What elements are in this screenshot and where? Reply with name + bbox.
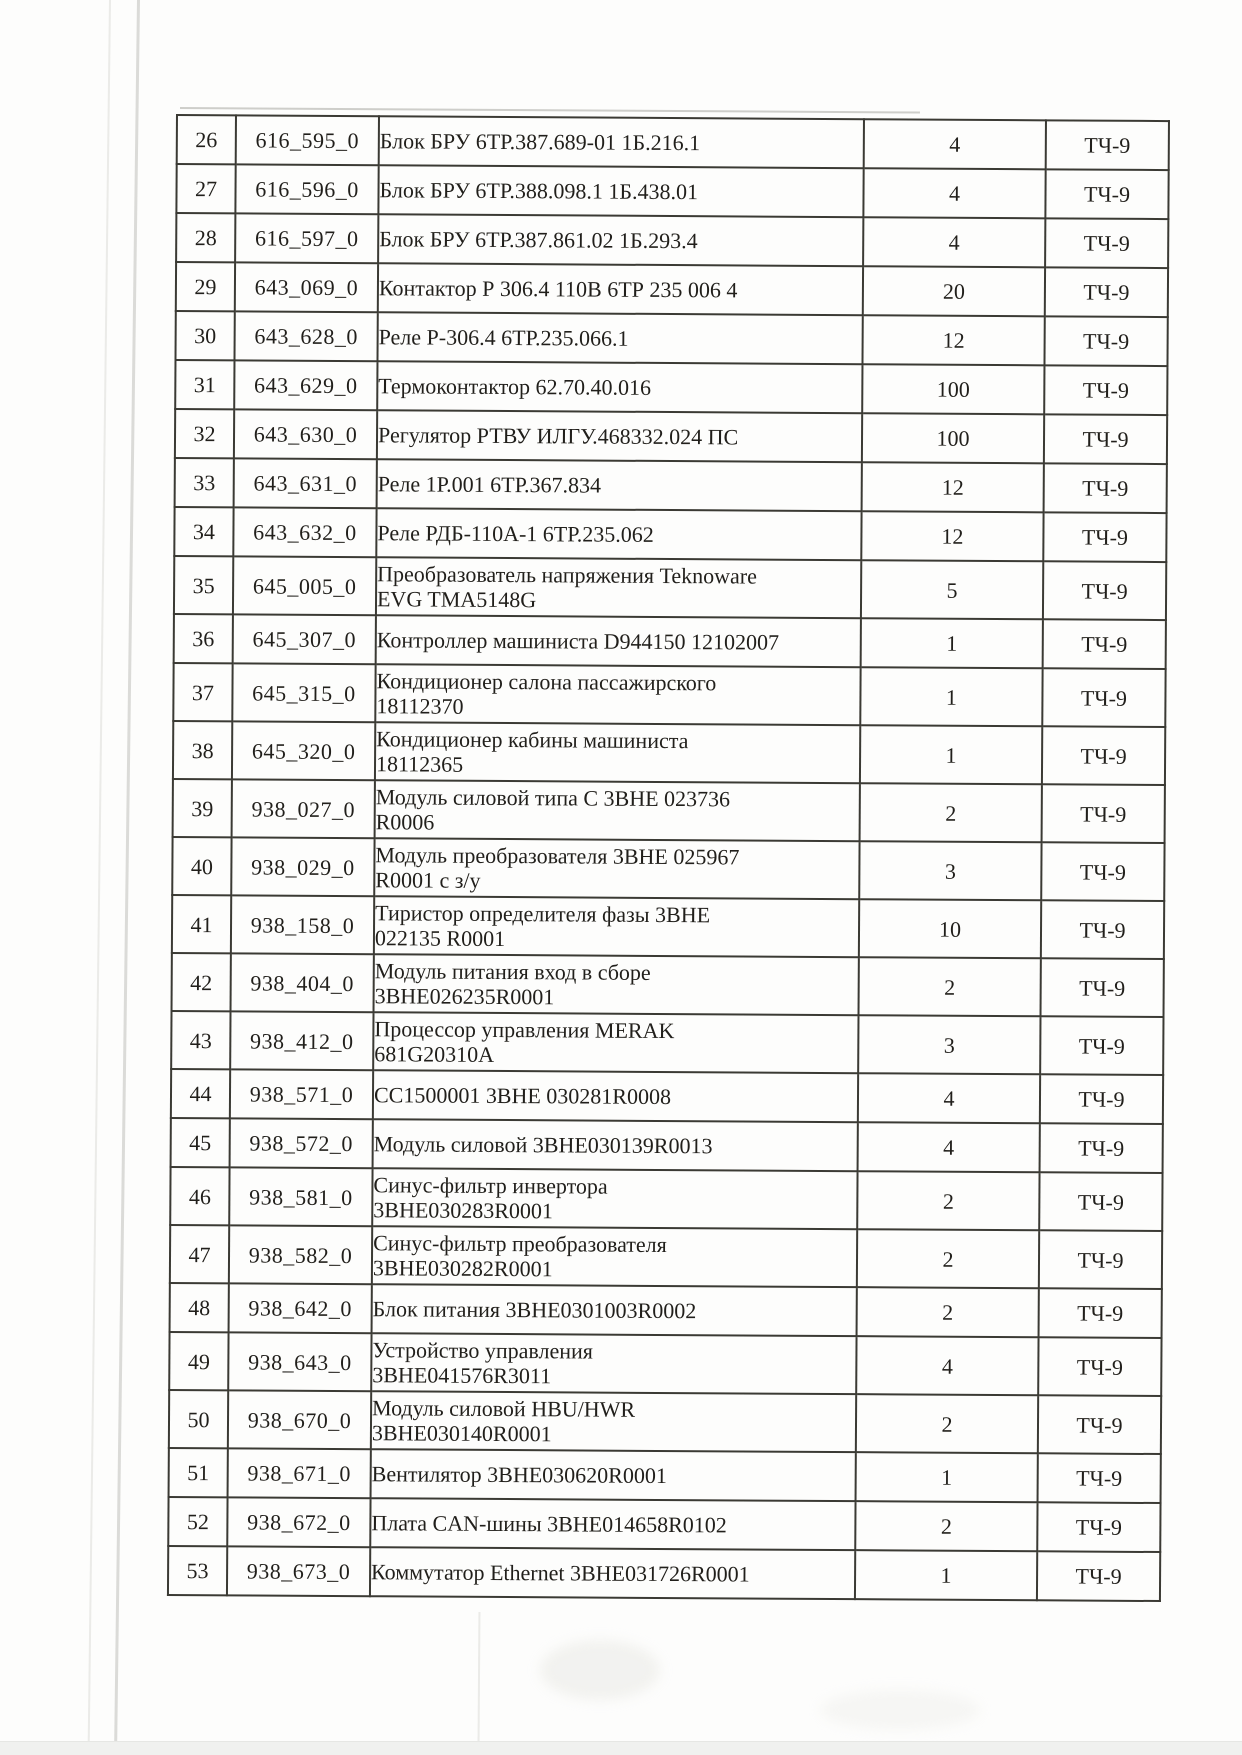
table-row: [174, 507, 1166, 562]
part-quantity-cell: 1: [861, 618, 1043, 668]
table-row: [169, 1448, 1161, 1503]
part-description-cell: CC1500001 3BHE 030281R0008: [373, 1070, 858, 1122]
table-row: [173, 663, 1165, 727]
part-location-cell: ТЧ-9: [1039, 1288, 1162, 1338]
row-number-cell: 26: [177, 115, 236, 164]
part-location-cell: ТЧ-9: [1040, 1123, 1163, 1173]
part-location-cell: ТЧ-9: [1037, 1502, 1160, 1552]
part-code-cell: 616_597_0: [235, 213, 378, 263]
table-row: [176, 164, 1168, 219]
part-code-cell: 938_029_0: [231, 837, 374, 896]
table-row: [176, 213, 1168, 268]
part-description-cell: Синус-фильтр преобразователя 3BHE030282R0001: [372, 1226, 857, 1287]
part-quantity-cell: 5: [861, 560, 1043, 619]
table-row: [177, 115, 1169, 170]
row-number-cell: 30: [175, 311, 234, 360]
part-code-cell: 938_642_0: [229, 1283, 372, 1333]
part-quantity-cell: 4: [858, 1073, 1040, 1123]
table-row: [170, 1283, 1162, 1338]
part-quantity-cell: 12: [862, 462, 1044, 512]
part-description-cell: Коммутатор Ethernet 3BHE031726R0001: [370, 1547, 855, 1599]
part-description-cell: Термоконтактор 62.70.40.016: [377, 361, 862, 413]
part-description-cell: Блок БРУ 6ТР.387.861.02 1Б.293.4: [378, 214, 863, 266]
part-description-cell: Контроллер машиниста D944150 12102007: [376, 615, 861, 667]
part-description-cell: Плата CAN-шины 3BHE014658R0102: [370, 1498, 855, 1550]
part-quantity-cell: 3: [858, 1015, 1040, 1074]
part-location-cell: ТЧ-9: [1042, 784, 1165, 843]
scan-edge-band: [0, 1741, 1242, 1755]
part-quantity-cell: 2: [859, 957, 1041, 1016]
row-number-cell: 52: [168, 1497, 227, 1546]
part-location-cell: ТЧ-9: [1041, 842, 1164, 901]
row-number-cell: 29: [176, 262, 235, 311]
part-location-cell: ТЧ-9: [1043, 561, 1166, 620]
part-description-cell: Вентилятор 3BHE030620R0001: [371, 1449, 856, 1501]
row-number-cell: 28: [176, 213, 235, 262]
part-code-cell: 643_629_0: [234, 360, 377, 410]
part-code-cell: 616_595_0: [236, 115, 379, 165]
table-row: [171, 1118, 1163, 1173]
row-number-cell: 41: [172, 895, 231, 953]
scan-fold-line: [88, 0, 111, 1744]
part-code-cell: 643_632_0: [233, 507, 376, 557]
part-code-cell: 938_404_0: [231, 953, 374, 1012]
part-description-cell: Блок питания 3BHE0301003R0002: [372, 1284, 857, 1336]
row-number-cell: 27: [176, 164, 235, 213]
part-code-cell: 643_630_0: [234, 409, 377, 459]
parts-table: [167, 114, 1170, 1602]
table-row: [174, 556, 1166, 620]
part-code-cell: 938_158_0: [231, 895, 374, 954]
part-quantity-cell: 1: [856, 1452, 1038, 1502]
scan-fold-line: [114, 0, 140, 1744]
table-row: [169, 1390, 1161, 1454]
part-description-cell: Кондиционер салона пассажирского 18112370: [375, 664, 860, 725]
row-number-cell: 45: [171, 1118, 230, 1167]
part-location-cell: ТЧ-9: [1039, 1172, 1162, 1231]
part-code-cell: 643_628_0: [234, 311, 377, 361]
part-description-cell: Процессор управления MERAK 681G20310A: [373, 1012, 858, 1073]
part-description-cell: Модуль силовой типа С 3BHE 023736 R0006: [375, 780, 860, 841]
part-quantity-cell: 1: [855, 1550, 1037, 1600]
row-number-cell: 38: [173, 721, 232, 779]
table-row: [175, 311, 1167, 366]
row-number-cell: 32: [175, 409, 234, 458]
row-number-cell: 44: [171, 1069, 230, 1118]
row-number-cell: 46: [170, 1167, 229, 1225]
table-row: [169, 1332, 1161, 1396]
table-row: [172, 953, 1164, 1017]
part-code-cell: 938_572_0: [230, 1118, 373, 1168]
row-number-cell: 36: [174, 614, 233, 663]
part-quantity-cell: 12: [861, 511, 1043, 561]
table-row: [175, 409, 1167, 464]
part-description-cell: Модуль питания вход в сборе 3BHE026235R0001: [374, 954, 859, 1015]
table-row: [171, 1069, 1163, 1124]
part-code-cell: 938_672_0: [227, 1497, 370, 1547]
row-number-cell: 49: [169, 1332, 228, 1390]
part-location-cell: ТЧ-9: [1044, 463, 1167, 513]
part-description-cell: Модуль силовой 3BHE030139R0013: [373, 1119, 858, 1171]
part-code-cell: 645_315_0: [232, 663, 375, 722]
part-quantity-cell: 2: [860, 783, 1042, 842]
part-quantity-cell: 2: [857, 1171, 1039, 1230]
part-location-cell: ТЧ-9: [1042, 726, 1165, 785]
part-quantity-cell: 4: [863, 217, 1045, 267]
part-code-cell: 938_670_0: [228, 1390, 371, 1449]
part-location-cell: ТЧ-9: [1040, 1016, 1163, 1075]
table-row: [171, 1011, 1163, 1075]
row-number-cell: 40: [172, 837, 231, 895]
part-quantity-cell: 1: [860, 725, 1042, 784]
table-row: [176, 262, 1168, 317]
part-location-cell: ТЧ-9: [1043, 619, 1166, 669]
row-number-cell: 48: [170, 1283, 229, 1332]
row-number-cell: 37: [173, 663, 232, 721]
row-number-cell: 43: [171, 1011, 230, 1069]
part-location-cell: ТЧ-9: [1044, 365, 1167, 415]
part-code-cell: 938_412_0: [230, 1011, 373, 1070]
part-description-cell: Реле РДБ-110А-1 6ТР.235.062: [376, 508, 861, 560]
part-location-cell: ТЧ-9: [1045, 267, 1168, 317]
part-quantity-cell: 2: [856, 1394, 1038, 1453]
table-row: [174, 614, 1166, 669]
part-location-cell: ТЧ-9: [1041, 900, 1164, 959]
part-code-cell: 938_581_0: [229, 1167, 372, 1226]
part-quantity-cell: 2: [855, 1501, 1037, 1551]
part-location-cell: ТЧ-9: [1038, 1337, 1161, 1396]
part-description-cell: Блок БРУ 6ТР.387.689-01 1Б.216.1: [379, 116, 864, 168]
row-number-cell: 35: [174, 556, 233, 614]
table-row: [170, 1225, 1162, 1289]
table-row: [175, 458, 1167, 513]
part-description-cell: Реле 1Р.001 6ТР.367.834: [377, 459, 862, 511]
part-quantity-cell: 100: [862, 413, 1044, 463]
part-location-cell: ТЧ-9: [1041, 958, 1164, 1017]
part-location-cell: ТЧ-9: [1040, 1074, 1163, 1124]
scan-smudge: [540, 1640, 660, 1700]
part-quantity-cell: 4: [864, 119, 1046, 169]
part-description-cell: Контактор Р 306.4 110В 6ТР 235 006 4: [378, 263, 863, 315]
part-location-cell: ТЧ-9: [1037, 1551, 1160, 1601]
part-quantity-cell: 100: [862, 364, 1044, 414]
part-quantity-cell: 4: [863, 168, 1045, 218]
part-code-cell: 643_069_0: [235, 262, 378, 312]
part-quantity-cell: 1: [860, 667, 1042, 726]
part-description-cell: Модуль преобразователя 3BHE 025967 R0001 с з/у: [374, 838, 859, 899]
part-code-cell: 938_671_0: [228, 1448, 371, 1498]
part-quantity-cell: 4: [856, 1336, 1038, 1395]
part-description-cell: Регулятор РТВУ ИЛГУ.468332.024 ПС: [377, 410, 862, 462]
part-code-cell: 938_582_0: [229, 1225, 372, 1284]
part-location-cell: ТЧ-9: [1044, 316, 1167, 366]
table-row: [168, 1497, 1160, 1552]
part-description-cell: Устройство управления 3BHE041576R3011: [371, 1333, 856, 1394]
row-number-cell: 34: [174, 507, 233, 556]
scan-ghost-line: [180, 107, 920, 114]
table-row: [168, 1546, 1160, 1601]
part-location-cell: ТЧ-9: [1042, 668, 1165, 727]
row-number-cell: 39: [173, 779, 232, 837]
part-description-cell: Модуль силовой HBU/HWR 3BHE030140R0001: [371, 1391, 856, 1452]
part-quantity-cell: 10: [859, 899, 1041, 958]
part-location-cell: ТЧ-9: [1038, 1453, 1161, 1503]
part-code-cell: 938_643_0: [228, 1332, 371, 1391]
table-row: [173, 779, 1165, 843]
part-quantity-cell: 20: [863, 266, 1045, 316]
part-location-cell: ТЧ-9: [1045, 218, 1168, 268]
part-location-cell: ТЧ-9: [1044, 414, 1167, 464]
row-number-cell: 47: [170, 1225, 229, 1283]
part-code-cell: 645_320_0: [232, 721, 375, 780]
part-location-cell: ТЧ-9: [1045, 169, 1168, 219]
part-quantity-cell: 4: [858, 1122, 1040, 1172]
table-row: [175, 360, 1167, 415]
part-description-cell: Блок БРУ 6ТР.388.098.1 1Б.438.01: [378, 165, 863, 217]
row-number-cell: 51: [169, 1448, 228, 1497]
part-description-cell: Реле Р-306.4 6ТР.235.066.1: [377, 312, 862, 364]
parts-table-body: [168, 115, 1169, 1601]
table-row: [170, 1167, 1162, 1231]
part-quantity-cell: 12: [862, 315, 1044, 365]
part-location-cell: ТЧ-9: [1046, 120, 1169, 170]
scan-smudge: [820, 1690, 980, 1730]
part-code-cell: 938_673_0: [227, 1546, 370, 1596]
part-code-cell: 645_005_0: [233, 556, 376, 615]
part-description-cell: Преобразователь напряжения Teknoware EVG TMA5148G: [376, 557, 861, 618]
part-location-cell: ТЧ-9: [1038, 1395, 1161, 1454]
part-location-cell: ТЧ-9: [1039, 1230, 1162, 1289]
part-quantity-cell: 3: [859, 841, 1041, 900]
table-row: [173, 721, 1165, 785]
part-location-cell: ТЧ-9: [1043, 512, 1166, 562]
part-code-cell: 645_307_0: [233, 614, 376, 664]
table-row: [172, 837, 1164, 901]
part-quantity-cell: 2: [857, 1229, 1039, 1288]
row-number-cell: 42: [172, 953, 231, 1011]
part-description-cell: Кондиционер кабины машиниста 18112365: [375, 722, 860, 783]
part-code-cell: 616_596_0: [235, 164, 378, 214]
part-quantity-cell: 2: [857, 1287, 1039, 1337]
part-description-cell: Тиристор определителя фазы 3BHE 022135 R0001: [374, 896, 859, 957]
table-row: [172, 895, 1164, 959]
row-number-cell: 50: [169, 1390, 228, 1448]
part-code-cell: 643_631_0: [234, 458, 377, 508]
row-number-cell: 33: [175, 458, 234, 507]
part-description-cell: Синус-фильтр инвертора 3BHE030283R0001: [372, 1168, 857, 1229]
part-code-cell: 938_027_0: [232, 779, 375, 838]
row-number-cell: 31: [175, 360, 234, 409]
row-number-cell: 53: [168, 1546, 227, 1595]
part-code-cell: 938_571_0: [230, 1069, 373, 1119]
scan-fold-line: [478, 1612, 481, 1742]
